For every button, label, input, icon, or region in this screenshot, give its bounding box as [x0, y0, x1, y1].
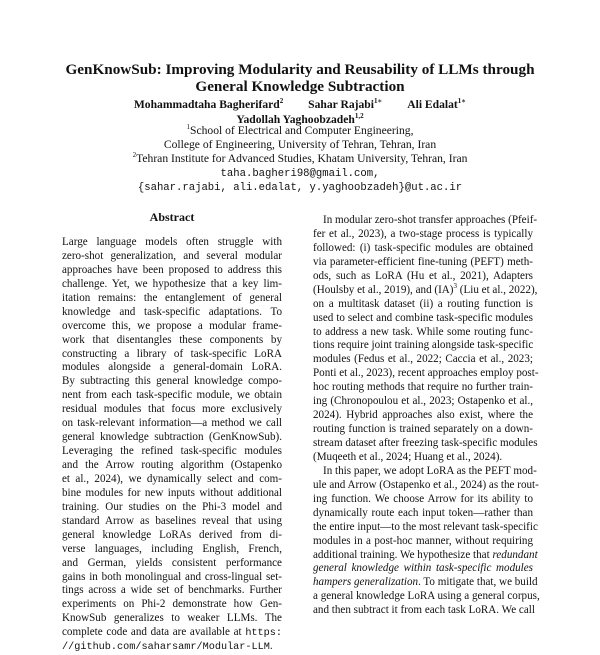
text-span: redundant: [492, 548, 538, 561]
text-line: ods, such as LoRA (Hu et al., 2021), Adapters: [313, 269, 533, 282]
text-line: work that disentangles these components by: [62, 333, 282, 346]
introduction-body: [313, 214, 540, 618]
text-line: nent from each task-specific module, we obtain: [62, 389, 282, 402]
text-line: residual modules that focus more exclusively: [62, 403, 282, 416]
text-line: general knowledge within task-specific modules: [313, 562, 533, 575]
text-line: Ponti et al., 2023), recent approaches employ post-: [313, 367, 539, 380]
text-line: 2024). Hybrid approaches also exist, where the: [313, 409, 533, 422]
text-line: KnowSub generalizes to weaker LLMs. The: [62, 612, 282, 625]
text-span: additional training. We hypothesize that: [313, 548, 490, 561]
affiliation: $^1$School of Electrical and Computer Engineering,: [186, 123, 414, 137]
text-line: via parameter-efficient fine-tuning (PEFT) meth-: [313, 255, 533, 268]
text-line: experiments on Phi-2 demonstrate how Gen-: [62, 598, 282, 611]
text-line: verse languages, including English, French,: [62, 542, 282, 555]
text-line: and the Arrow routing algorithm (Ostapenko: [62, 459, 282, 471]
text-line: fer et al., 2023), a two-stage process is typically: [313, 227, 533, 240]
text-line: training. Our studies on the Phi-3 model and: [62, 500, 282, 513]
text-line: and then subtract it from each task LoRA. We call: [313, 604, 535, 617]
text-line: ing (Chronopoulou et al., 2023; Ostapenko et al.,: [313, 395, 533, 408]
text-line: followed: (i) task-specific modules are obtained: [313, 241, 533, 254]
text-line: general knowledge LoRAs derived from di-: [62, 528, 282, 541]
text-line: bine modules for new inputs without additional: [62, 486, 282, 499]
text-line: tions require joint training alongside task-specific: [313, 339, 534, 352]
text-line: [62, 626, 282, 640]
text-line: Leveraging the refined task-specific modules: [62, 445, 282, 458]
title-line: General Knowledge Subtraction: [195, 78, 405, 95]
author: Sahar Rajabi$^{1∗}$: [308, 97, 383, 111]
text-line: [313, 548, 538, 563]
text-line: overcome this, we propose a modular frame-: [62, 319, 282, 332]
text-line: ule and Arrow (Ostapenko et al., 2024) as the rout-: [313, 478, 539, 491]
text-line: ing function. We choose Arrow for its ability to: [313, 492, 533, 505]
text-line: constructing a library of task-specific LoRA: [62, 347, 282, 360]
author-list: [0, 98, 600, 127]
affiliation: $^2$Tehran Institute for Advanced Studies, Khatam University, Tehran, Iran: [132, 151, 468, 166]
text-span: .: [269, 640, 273, 653]
text-line: general knowledge subtraction (GenKnowSub).: [62, 431, 282, 444]
text-line: dynamically route each input token—rather than: [313, 506, 533, 519]
text-line: (Muqeeth et al., 2024; Huang et al., 2024).: [313, 450, 503, 463]
text-line: [313, 576, 538, 590]
text-line: and German, yields consistent performance: [62, 556, 282, 569]
abstract-body: [62, 236, 282, 654]
affiliations: [0, 124, 600, 195]
text-line: standard Arrow as baselines reveal that using: [62, 514, 282, 527]
text-line: knowledge and task-specific adaptations. To: [62, 305, 282, 318]
text-span: (Houlsby et al., 2019), and (IA): [313, 283, 454, 296]
text-line: hoc routing methods that require no further train-: [313, 381, 533, 394]
text-line: itation remains: the entanglement of general: [62, 291, 282, 304]
text-line: to address a new task. While some routing func-: [313, 325, 533, 338]
text-span: . To mitigate that, we build: [418, 576, 538, 589]
text-line: on task-relevant information—a method we call: [62, 417, 282, 430]
author: Yadollah Yaghoobzadeh$^{1,2}$: [236, 111, 364, 126]
text-line: et al., 2024), we dynamically select and com-: [62, 472, 282, 485]
text-line: [62, 640, 282, 654]
text-line: By subtracting this general knowledge compo-: [62, 375, 282, 388]
text-span: hampers generalization: [313, 576, 419, 589]
text-line: the entire input—to the most relevant task-specific: [313, 520, 538, 533]
code-link[interactable]: https:: [245, 628, 282, 640]
text-line: approaches have been proposed to address this: [62, 263, 282, 276]
affiliation: College of Engineering, University of Tehran, Tehran, Iran: [163, 138, 437, 152]
text-line: In this paper, we adopt LoRA as the PEFT mod-: [323, 464, 537, 477]
title-line: GenKnowSub: Improving Modularity and Reusability of LLMs through: [65, 61, 535, 78]
paper-title: [0, 61, 600, 95]
text-line: modules in a post-hoc manner, without requiring: [313, 534, 533, 547]
text-span: (Liu et al., 2022),: [457, 283, 538, 296]
text-line: modules alongside a general-domain LoRA.: [62, 361, 282, 374]
author: Mohammadtaha Bagherifard$^2$: [133, 97, 284, 111]
text-span: complete code and data are available at: [62, 626, 242, 639]
text-line: Large language models often struggle with: [62, 236, 282, 248]
text-line: stream dataset after freezing task-specific modules: [313, 437, 538, 449]
text-line: challenge. Yet, we hypothesize that a key lim-: [62, 277, 282, 290]
text-line: a general knowledge LoRA using a general corpus,: [313, 590, 540, 603]
email: taha.bagheri98@gmail.com,: [220, 167, 380, 180]
text-line: [313, 281, 538, 298]
text-line: zero-shot generalization, and several modular: [62, 249, 282, 262]
text-line: tings across a wide set of benchmarks. Further: [62, 584, 282, 597]
abstract-heading: Abstract: [149, 210, 195, 224]
text-line: modules (Fedus et al., 2022; Caccia et al., 2023;: [313, 353, 533, 366]
author: Ali Edalat$^{1∗}$: [407, 97, 467, 111]
text-line: routing function is trained separately on a down-: [313, 423, 533, 436]
email: {sahar.rajabi, ali.edalat, y.yaghoobzadeh}@ut.ac.ir: [137, 181, 463, 194]
code-link[interactable]: //github.com/saharsamr/Modular-LLM: [62, 642, 270, 654]
text-span: 3: [453, 281, 457, 290]
text-line: gains in both monolingual and cross-lingual set-: [62, 570, 282, 583]
text-line: In modular zero-shot transfer approaches (Pfeif-: [323, 214, 538, 226]
text-line: on a multitask dataset (ii) a routing function is: [313, 297, 533, 310]
text-line: used to select and combine task-specific modules: [313, 311, 533, 324]
